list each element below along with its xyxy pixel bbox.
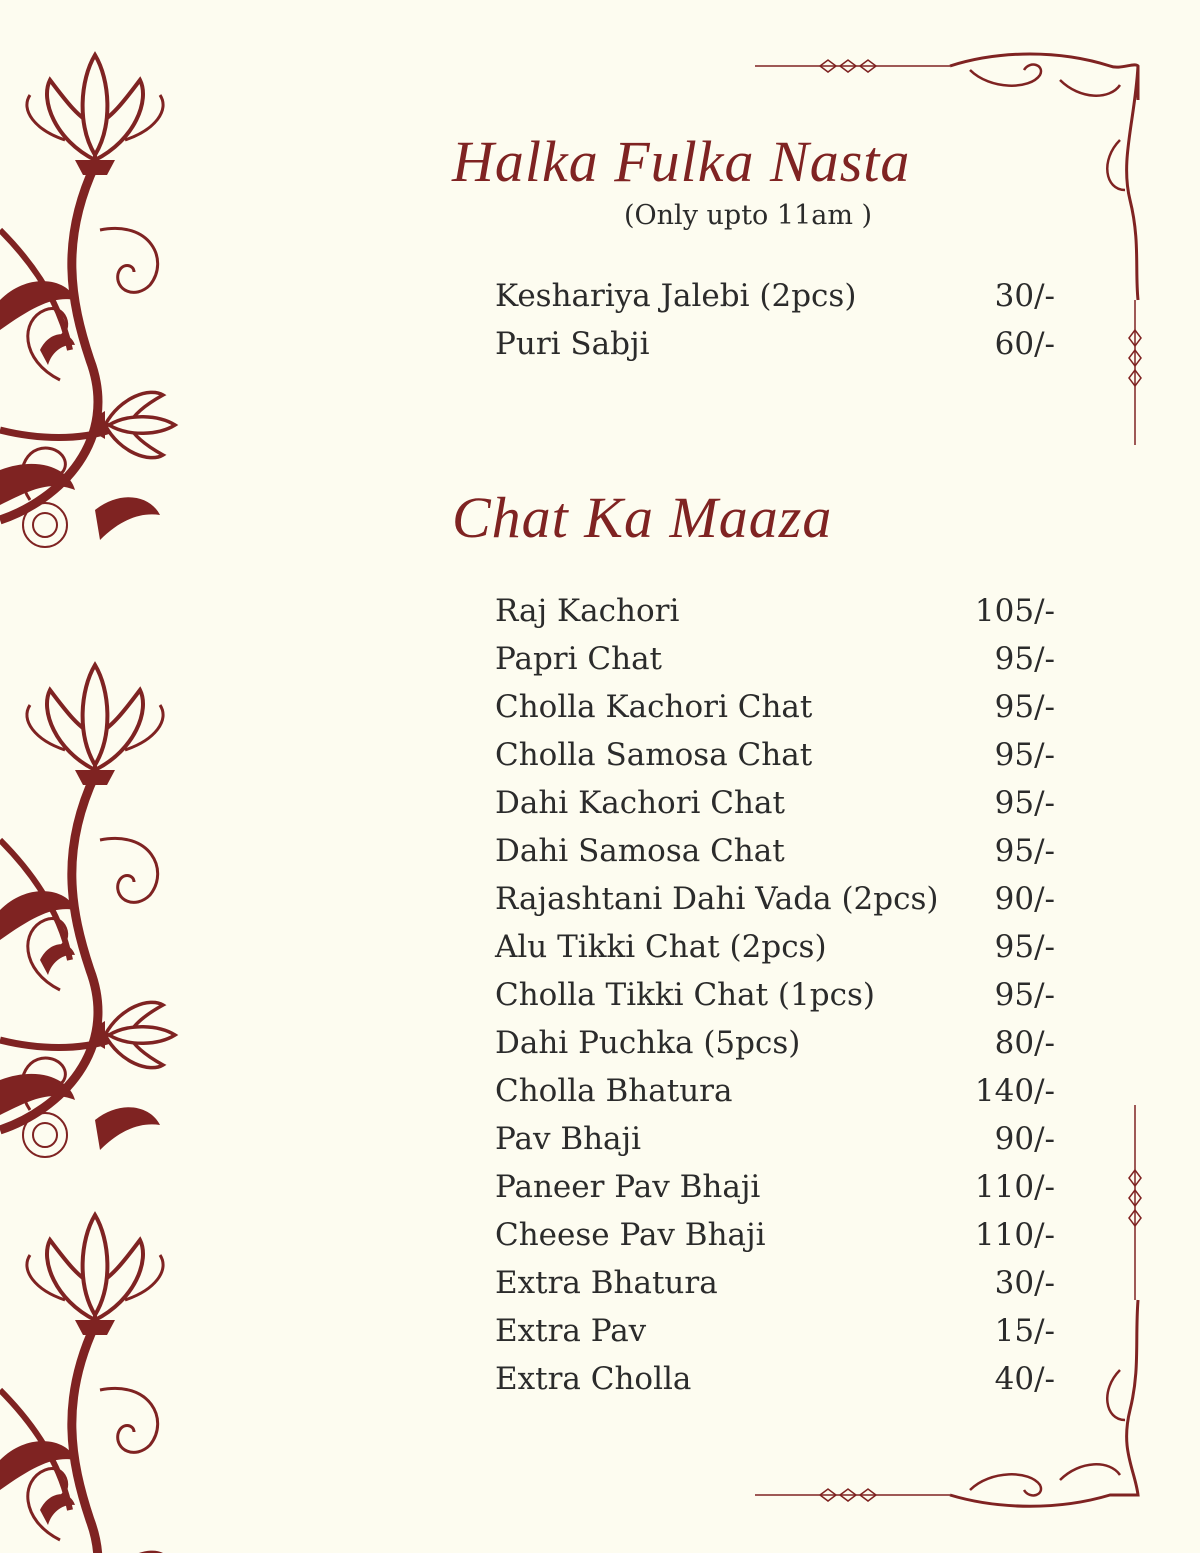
item-name: Cheese Pav Bhaji [495,1217,766,1253]
item-price: 30/- [994,278,1055,314]
menu-item [495,1259,1055,1307]
section-subtitle-timing: (Only upto 11am ) [624,200,873,231]
item-price: 105/- [974,593,1055,629]
menu-list-halka-fulka-nasta [495,272,1055,368]
item-price: 95/- [994,929,1055,965]
item-price: 90/- [994,881,1055,917]
item-name: Extra Pav [495,1313,647,1349]
item-price: 95/- [994,737,1055,773]
menu-item [495,827,1055,875]
item-price: 95/- [994,689,1055,725]
menu-item [495,683,1055,731]
menu-item [495,731,1055,779]
floral-border-icon [0,0,210,1553]
section-title-chat-ka-maaza: Chat Ka Maaza [452,485,833,550]
item-price: 110/- [974,1217,1055,1253]
item-name: Extra Cholla [495,1361,692,1397]
item-name: Alu Tikki Chat (2pcs) [495,929,827,965]
item-name: Cholla Tikki Chat (1pcs) [495,977,875,1013]
item-price: 110/- [974,1169,1055,1205]
menu-list-chat-ka-maaza [495,587,1055,1403]
menu-item [495,272,1055,320]
item-name: Cholla Bhatura [495,1073,733,1109]
menu-item [495,971,1055,1019]
item-name: Rajashtani Dahi Vada (2pcs) [495,881,939,917]
item-price: 90/- [994,1121,1055,1157]
item-price: 80/- [994,1025,1055,1061]
item-name: Pav Bhaji [495,1121,642,1157]
menu-item [495,779,1055,827]
item-price: 60/- [994,326,1055,362]
menu-item [495,1211,1055,1259]
item-name: Dahi Puchka (5pcs) [495,1025,801,1061]
menu-item [495,1019,1055,1067]
item-price: 30/- [994,1265,1055,1301]
item-price: 95/- [994,977,1055,1013]
item-name: Cholla Kachori Chat [495,689,813,725]
menu-item [495,1163,1055,1211]
item-price: 95/- [994,641,1055,677]
item-price: 40/- [994,1361,1055,1397]
item-price: 15/- [994,1313,1055,1349]
item-price: 95/- [994,785,1055,821]
menu-item [495,923,1055,971]
item-price: 95/- [994,833,1055,869]
item-name: Papri Chat [495,641,663,677]
item-name: Keshariya Jalebi (2pcs) [495,278,857,314]
menu-item [495,1115,1055,1163]
item-name: Raj Kachori [495,593,680,629]
item-name: Dahi Kachori Chat [495,785,785,821]
item-name: Cholla Samosa Chat [495,737,813,773]
item-name: Dahi Samosa Chat [495,833,785,869]
item-price: 140/- [974,1073,1055,1109]
menu-item [495,587,1055,635]
item-name: Puri Sabji [495,326,650,362]
section-title-halka-fulka-nasta: Halka Fulka Nasta [452,129,911,194]
menu-item [495,1307,1055,1355]
menu-item [495,875,1055,923]
menu-item [495,1067,1055,1115]
item-name: Paneer Pav Bhaji [495,1169,761,1205]
menu-item [495,320,1055,368]
menu-item [495,1355,1055,1403]
menu-item [495,635,1055,683]
item-name: Extra Bhatura [495,1265,718,1301]
